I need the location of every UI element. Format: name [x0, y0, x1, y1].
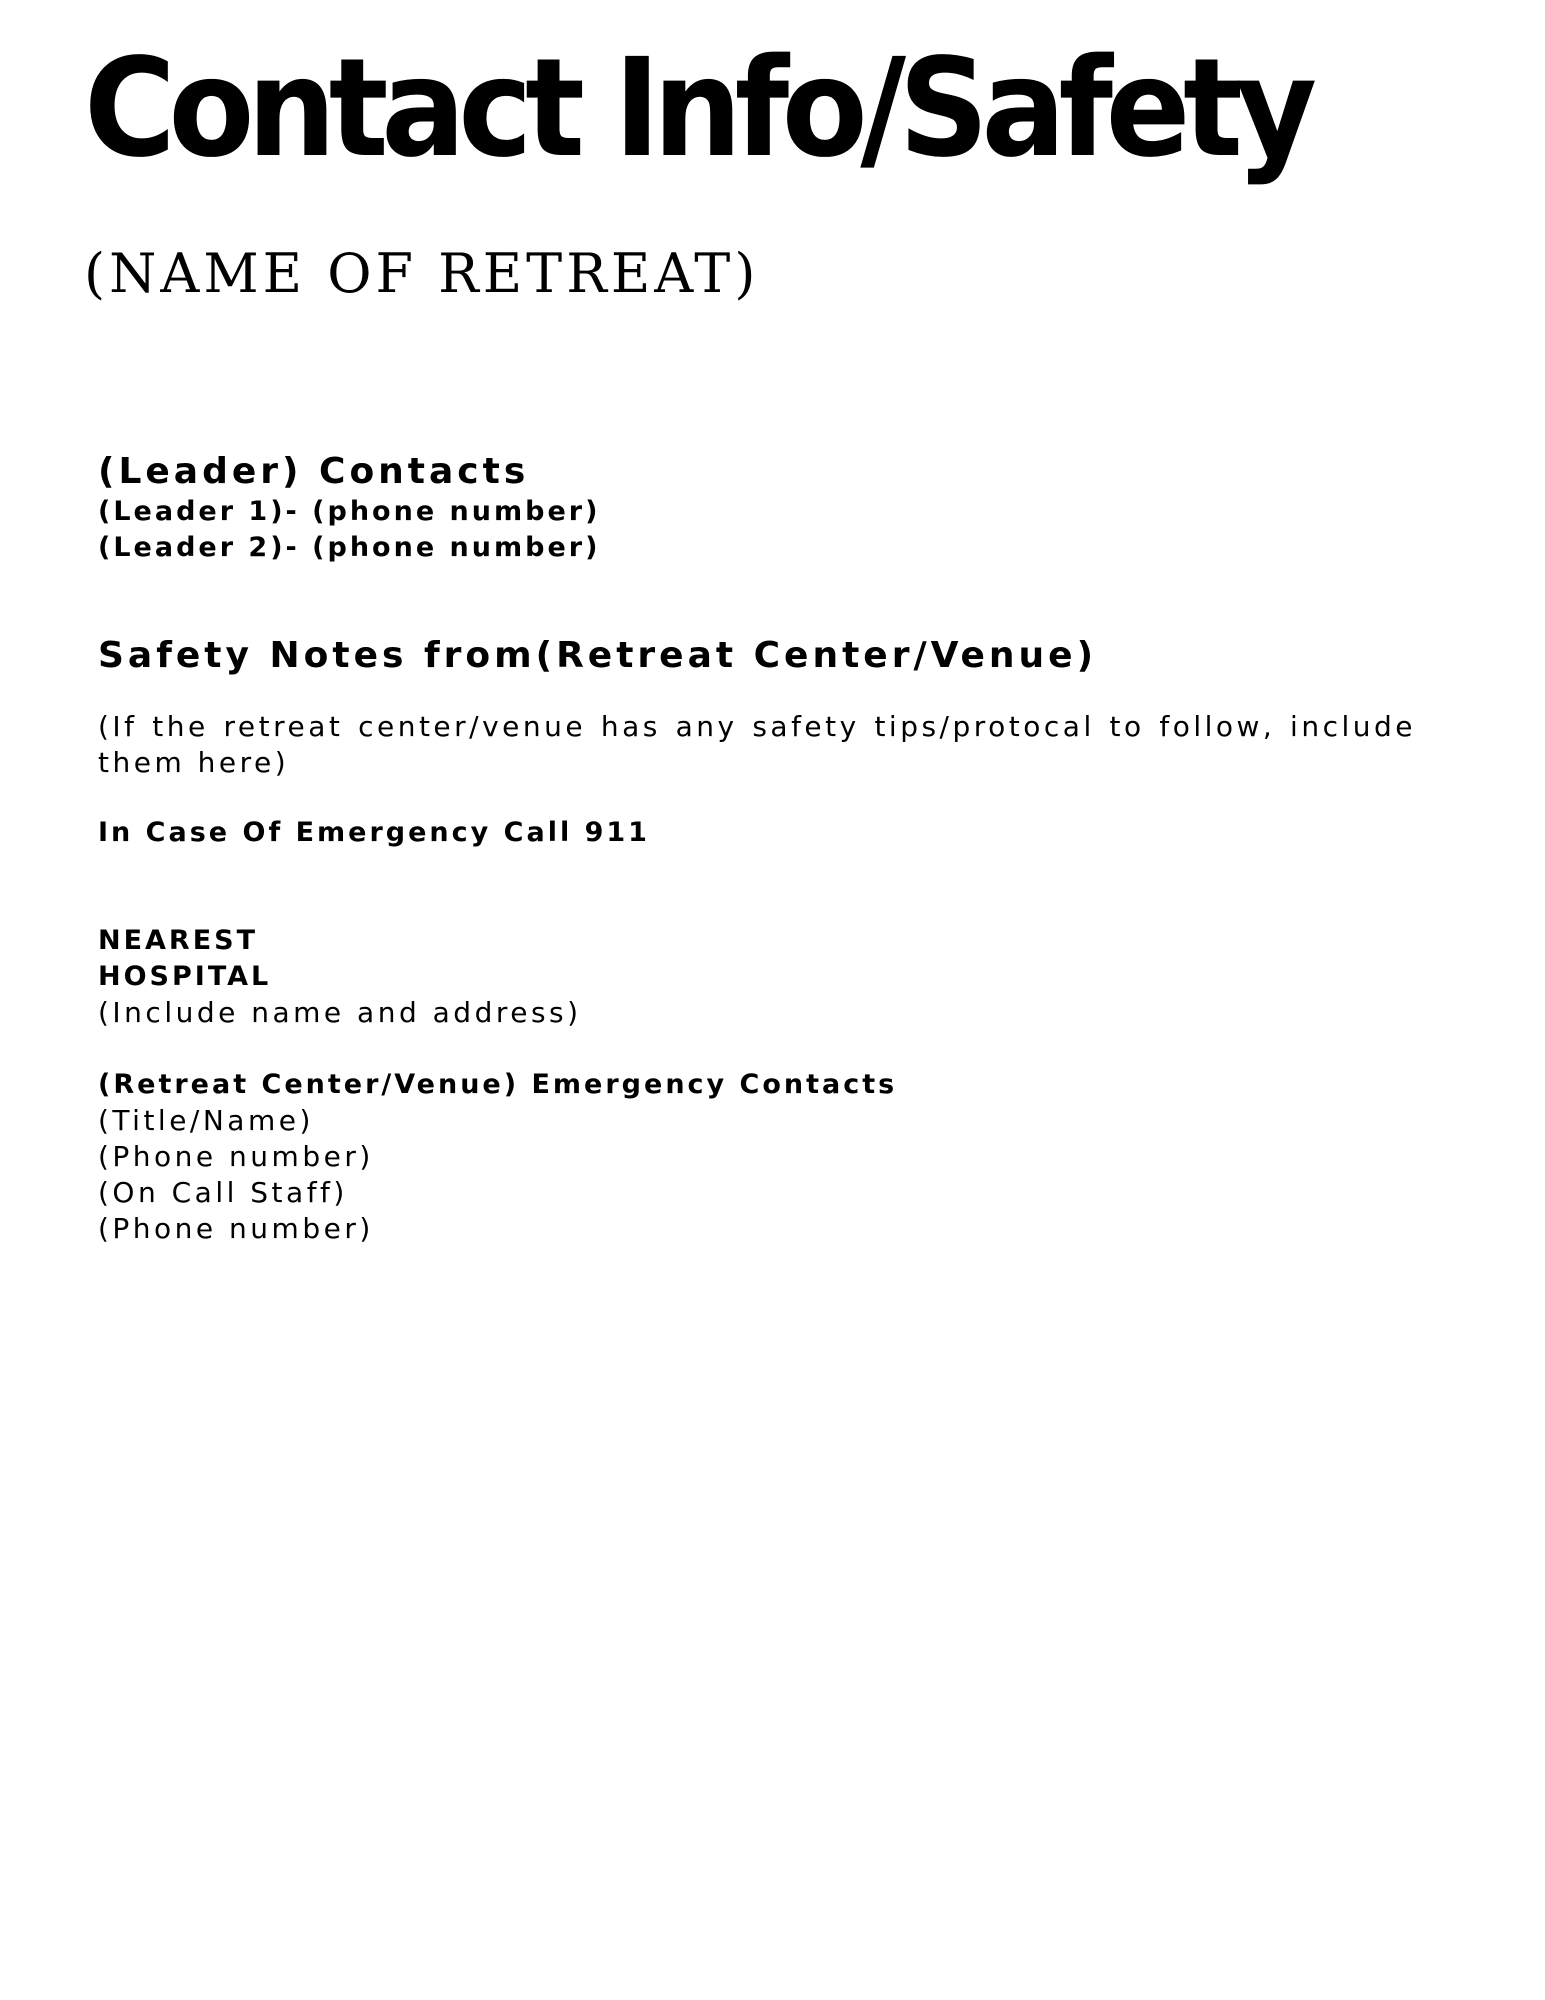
nearest-hospital-body: (Include name and address)	[98, 996, 582, 1030]
page-title: Contact Info/Safety	[84, 30, 1310, 188]
emergency-call-line: In Case Of Emergency Call 911	[98, 817, 650, 849]
leader-2-contact: (Leader 2)- (phone number)	[98, 531, 601, 563]
venue-on-call-staff: (On Call Staff)	[98, 1176, 348, 1210]
retreat-name-subtitle: (NAME OF RETREAT)	[84, 242, 760, 305]
venue-emergency-contacts-section	[98, 1067, 1416, 1247]
leader-contacts-section	[98, 452, 1416, 566]
safety-notes-heading: Safety Notes from(Retreat Center/Venue)	[98, 634, 1098, 676]
nearest-hospital-heading-line-2: HOSPITAL	[98, 961, 272, 993]
leader-1-contact: (Leader 1)- (phone number)	[98, 495, 601, 527]
venue-emergency-contacts-heading: (Retreat Center/Venue) Emergency Contacts	[98, 1069, 898, 1101]
nearest-hospital-section	[98, 923, 1416, 1031]
venue-on-call-phone: (Phone number)	[98, 1212, 374, 1246]
safety-notes-section	[98, 636, 1416, 852]
document-body	[98, 452, 1416, 1247]
venue-contact-phone: (Phone number)	[98, 1140, 374, 1174]
venue-contact-title-name: (Title/Name)	[98, 1104, 314, 1138]
safety-notes-body: (If the retreat center/venue has any safety tips/protocal to follow, include them here)	[98, 710, 1416, 780]
leader-contacts-heading: (Leader) Contacts	[98, 451, 530, 492]
nearest-hospital-heading-line-1: NEAREST	[98, 925, 259, 957]
